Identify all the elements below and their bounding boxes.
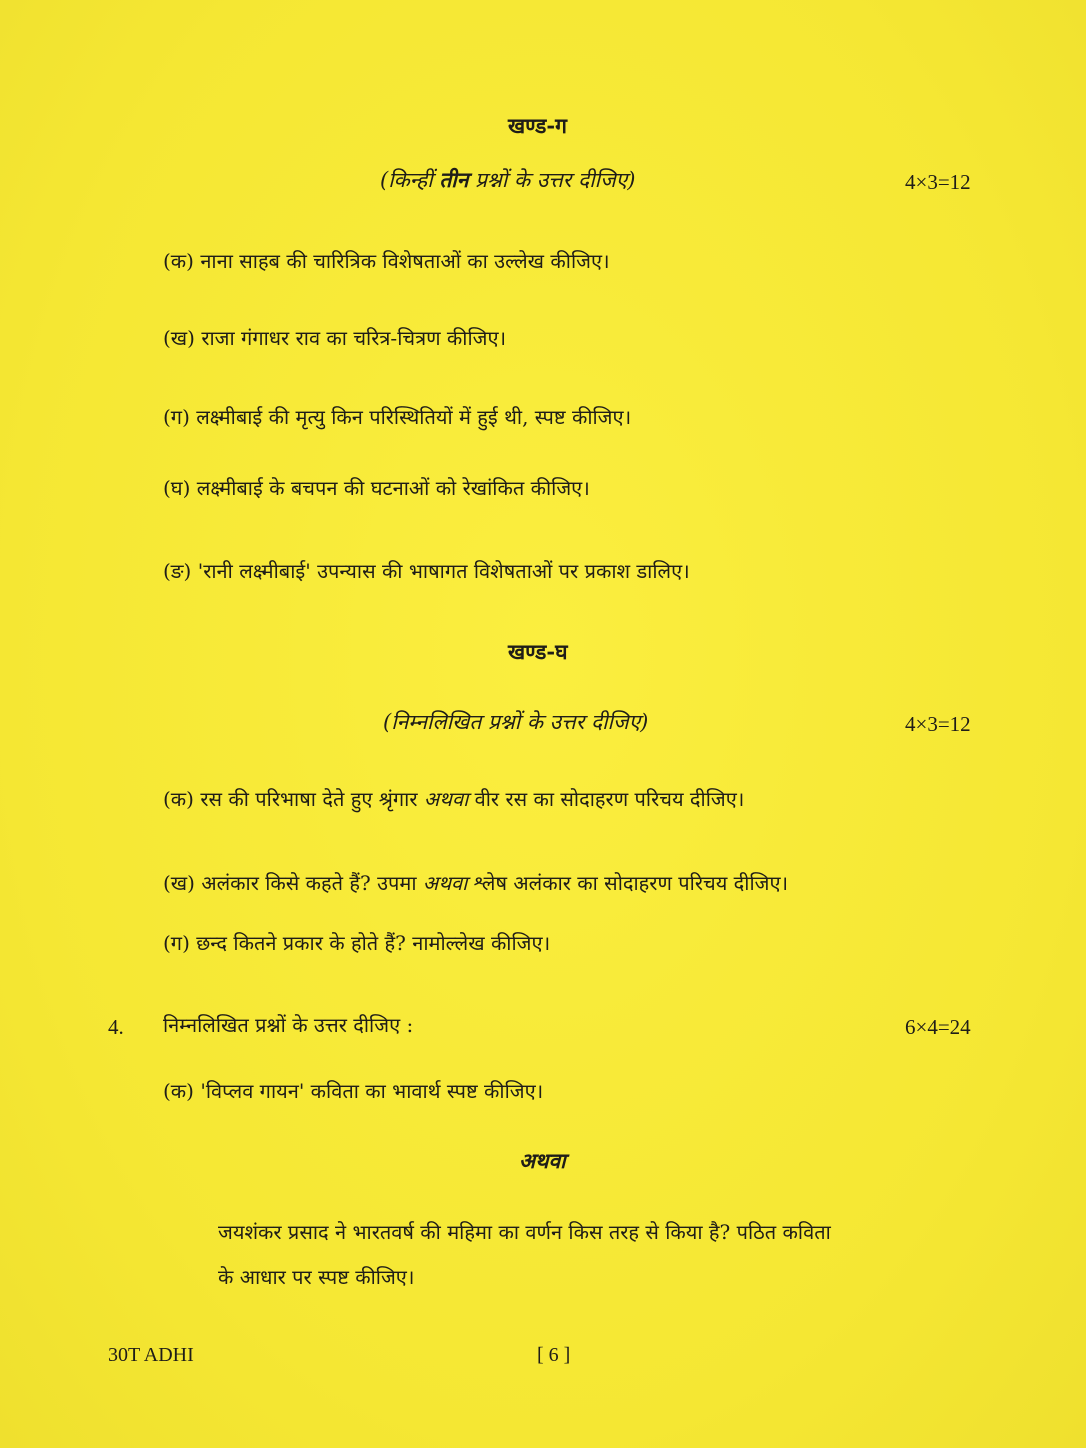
question-4-alt-line-1: जयशंकर प्रसाद ने भारतवर्ष की महिमा का वर्णन किस तरह से किया है? पठित कविता [218, 1220, 831, 1244]
section-d-question-ga: (ग) छन्द कितने प्रकार के होते हैं? नामोल्लेख कीजिए। [163, 931, 551, 955]
section-c-question-kha: (ख) राजा गंगाधर राव का चरित्र-चित्रण कीजिए। [163, 326, 507, 350]
section-c-question-nga: (ङ) 'रानी लक्ष्मीबाई' उपन्यास की भाषागत विशेषताओं पर प्रकाश डालिए। [163, 559, 690, 583]
section-c-question-ka: (क) नाना साहब की चारित्रिक विशेषताओं का उल्लेख कीजिए। [163, 249, 610, 273]
question-4-number: 4. [108, 1015, 124, 1039]
question-4-text: निम्नलिखित प्रश्नों के उत्तर दीजिए : [163, 1013, 414, 1037]
question-4-marks: 6×4=24 [905, 1015, 971, 1039]
footer-code: 30T ADHI [108, 1344, 194, 1366]
section-d-question-kha: (ख) अलंकार किसे कहते हैं? उपमा अथवा श्लेष अलंकार का सोदाहरण परिचय दीजिए। [163, 871, 789, 895]
footer-page-number: [ 6 ] [537, 1344, 571, 1366]
or-label: अथवा [519, 1148, 566, 1173]
section-c-heading: खण्ड-ग [508, 113, 567, 138]
section-c-instruction: (किन्हीं तीन प्रश्नों के उत्तर दीजिए) [380, 167, 636, 192]
section-d-marks: 4×3=12 [905, 712, 971, 736]
section-d-instruction: (निम्नलिखित प्रश्नों के उत्तर दीजिए) [383, 710, 649, 734]
section-c-question-ga: (ग) लक्ष्मीबाई की मृत्यु किन परिस्थितियों में हुई थी, स्पष्ट कीजिए। [163, 405, 632, 429]
section-c-marks: 4×3=12 [905, 170, 971, 194]
section-d-question-ka: (क) रस की परिभाषा देते हुए श्रृंगार अथवा वीर रस का सोदाहरण परिचय दीजिए। [163, 787, 745, 811]
question-4-alt-line-2: के आधार पर स्पष्ट कीजिए। [218, 1265, 415, 1289]
question-4-sub-ka: (क) 'विप्लव गायन' कविता का भावार्थ स्पष्ट कीजिए। [163, 1079, 544, 1103]
section-d-heading: खण्ड-घ [508, 639, 568, 664]
section-c-question-gha: (घ) लक्ष्मीबाई के बचपन की घटनाओं को रेखांकित कीजिए। [163, 476, 590, 500]
